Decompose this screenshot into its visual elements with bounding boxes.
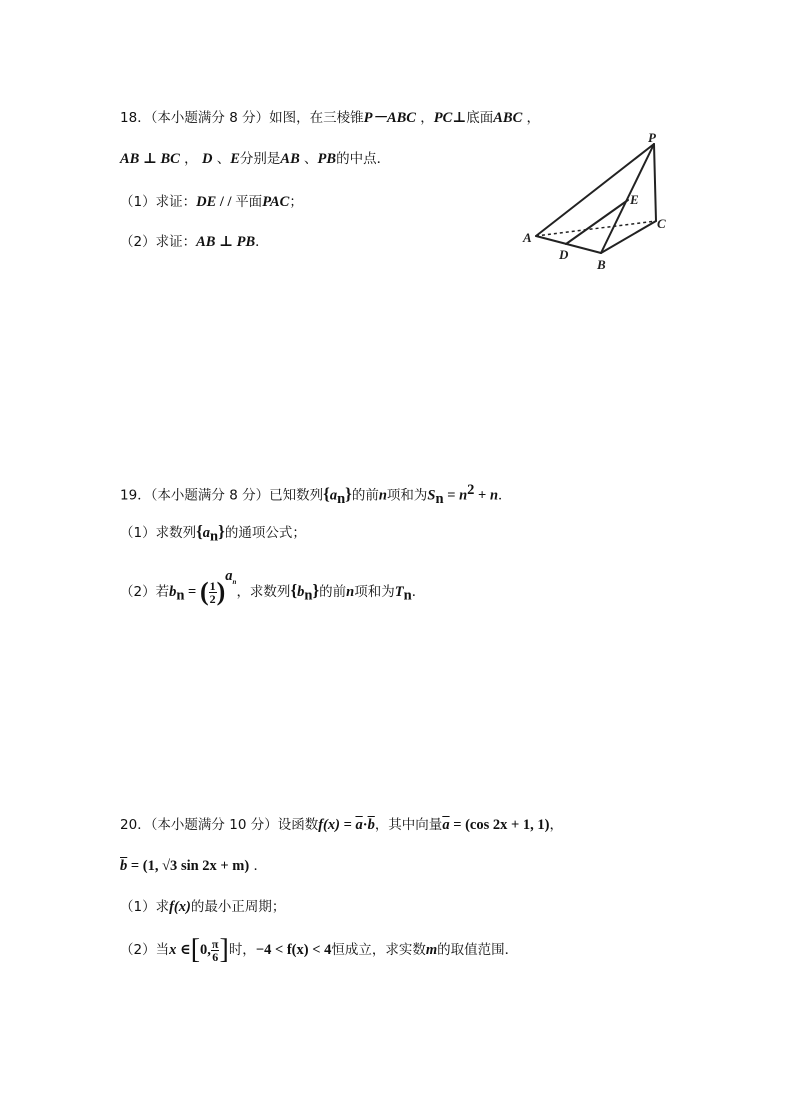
q20-header: ．（本小题满分 10 分）设函数 xyxy=(137,817,319,833)
perp-symbol: ⊥ xyxy=(215,234,237,250)
perp-symbol: ⊥ xyxy=(139,151,161,167)
q19-line-1: 19．（本小题满分 8 分）已知数列$\{a_n\}$的前n项和为$S_n = n^2 + n$． xyxy=(120,482,512,508)
fraction-pi-over-six: $\frac{\pi}{6}$ xyxy=(211,936,219,964)
q19-p2-n: n xyxy=(346,584,355,600)
q18-header: ．（本小题满分 8 分）如图，在三棱锥 xyxy=(137,110,364,126)
q20-fx: f(x) xyxy=(318,817,340,833)
q19-p1-a: a xyxy=(202,525,211,541)
q18-p2-ab: AB xyxy=(196,234,216,250)
q19-p2-end: ． xyxy=(411,584,426,600)
label-e: E xyxy=(630,192,639,207)
q19-s: S xyxy=(427,487,436,504)
q18-pyramid: P－ABC xyxy=(363,110,416,126)
q20-where: ，其中向量 xyxy=(374,817,443,833)
q20-a-end: ， xyxy=(549,817,563,833)
q19-sub-n: n xyxy=(337,491,346,508)
q18-number: 18 xyxy=(120,110,138,126)
q19-p2-sub-n3: n xyxy=(403,587,412,604)
q18-ab2: AB xyxy=(280,151,300,167)
q20-eq: = xyxy=(339,817,356,833)
q20-b-def: = (1, xyxy=(127,858,163,874)
q18-line-2 xyxy=(120,149,390,169)
q18-de: DE xyxy=(196,194,217,210)
vector-b-2: $\overline{b}$ xyxy=(120,858,128,874)
q18-p1-label: （1）求证： xyxy=(120,194,197,210)
q20-p2-when: 时， xyxy=(228,942,256,958)
edge-pc xyxy=(654,144,656,221)
sqrt-three: √3 xyxy=(162,858,178,874)
q20-inequality: −4 < f(x) < 4 xyxy=(255,942,332,958)
q19-p2-b: b xyxy=(297,584,305,600)
edge-ab xyxy=(536,236,601,253)
q19-b: b xyxy=(169,584,177,600)
vector-a-2: $\overline{a}$ xyxy=(442,817,450,833)
q19-p2-label: （2）若 xyxy=(120,584,170,600)
q18-p2-label: （2）求证： xyxy=(120,234,197,250)
q19-end: ． xyxy=(498,487,512,504)
q18-sep2: ， xyxy=(179,151,202,167)
perp-symbol: ⊥ xyxy=(452,110,467,126)
q20-line-1 xyxy=(120,815,563,835)
q20-p1-label: （1）求 xyxy=(120,899,170,915)
q20-p2-end: 的取值范围． xyxy=(437,942,519,958)
q19-p2-mid: ，求数列 xyxy=(236,584,291,600)
q20-p1-tail: 的最小正周期； xyxy=(190,899,286,915)
q18-sep: ， xyxy=(415,110,434,126)
q18-part-2 xyxy=(120,232,269,252)
vector-b: $\overline{b}$ xyxy=(367,817,375,833)
q19-n: n xyxy=(378,487,387,504)
q19-n4: n xyxy=(489,487,499,504)
q20-p1-fx: f(x) xyxy=(169,899,191,915)
q18-pac: PAC xyxy=(262,194,290,210)
q18-pb: PB xyxy=(317,151,337,167)
q19-p1-tail: 的通项公式； xyxy=(224,525,306,541)
q20-part-1 xyxy=(120,897,285,917)
q19-header: ．（本小题满分 8 分）已知数列 xyxy=(137,487,324,504)
q20-b-end: ． xyxy=(249,858,268,874)
q18-fen: 分别是 xyxy=(239,151,281,167)
q18-bc: BC xyxy=(160,151,180,167)
q18-dun: 、 xyxy=(212,151,231,167)
q20-dot: · xyxy=(362,817,368,833)
q19-t: T xyxy=(394,584,404,600)
q20-p2-label: （2）当 xyxy=(120,942,170,958)
q20-b-def2: sin 2x + m) xyxy=(177,858,250,874)
q19-exp-a: a xyxy=(225,568,233,584)
q18-p2-end: ． xyxy=(255,234,269,250)
q20-number: 20 xyxy=(120,817,138,833)
q20-part-2: （2）当x ∈[0, $\frac{\pi}{6}$ ]时，−4 < f(x) < 4恒成立，求实数m的取值范围． xyxy=(120,934,519,965)
q20-interval-low: 0, xyxy=(200,942,211,958)
q19-eq: = xyxy=(443,487,460,504)
q19-sub-n2: n xyxy=(435,491,444,508)
label-b: B xyxy=(597,257,606,272)
q18-midpoint-text: 的中点． xyxy=(336,151,391,167)
q18-p2-pb: PB xyxy=(236,234,256,250)
q19-a: a xyxy=(329,487,338,504)
label-a: A xyxy=(523,230,532,245)
q18-p1-end: ； xyxy=(289,194,303,210)
q19-p2-sub-n2: n xyxy=(304,587,313,604)
q20-x-in: x ∈ xyxy=(169,942,191,958)
q18-dun2: 、 xyxy=(299,151,318,167)
q19-p2-qian: 的前 xyxy=(319,584,347,600)
q18-d: D xyxy=(201,151,213,167)
q20-a-def: = (cos 2x + 1, 1) xyxy=(449,817,550,833)
q19-part-1: （1）求数列$\{a_n\}$的通项公式； xyxy=(120,522,306,545)
q18-part-1 xyxy=(120,192,303,212)
q18-abc: ABC xyxy=(493,110,523,126)
q19-number: 19 xyxy=(120,487,138,504)
q19-p2-xiang: 项和为 xyxy=(354,584,395,600)
label-d: D xyxy=(559,247,569,262)
q18-pc: PC xyxy=(433,110,453,126)
q19-sup-2: 2 xyxy=(467,482,475,498)
q18-line-1 xyxy=(120,108,540,128)
q19-part-2: （2）若$b_n$ = ( $\frac{1}{2}$ )$^{a_n}$，求数列$\{b_n\}$的前n项和为$T_n$． xyxy=(120,568,426,606)
q18-base-text: 底面 xyxy=(466,110,494,126)
q20-p2-hold: 恒成立，求实数 xyxy=(331,942,426,958)
q19-exp-n: n xyxy=(232,577,237,586)
pyramid-figure xyxy=(514,128,684,278)
label-p: P xyxy=(648,130,656,145)
q19-p1-sub-n: n xyxy=(210,528,219,545)
vector-a: $\overline{a}$ xyxy=(355,817,363,833)
q18-ab: AB xyxy=(120,151,140,167)
label-c: C xyxy=(657,216,666,231)
q19-p1-label: （1）求数列 xyxy=(120,525,197,541)
q20-m: m xyxy=(425,942,438,958)
q19-p2-sub-n: n xyxy=(176,587,185,604)
q19-n3: n xyxy=(459,487,468,504)
q18-tail: ， xyxy=(522,110,541,126)
q18-plane: 平面 xyxy=(235,194,263,210)
fraction-one-half: $\frac{1}{2}$ xyxy=(209,578,216,606)
q20-line-2 xyxy=(120,856,267,876)
q18-e: E xyxy=(230,151,240,167)
q19-qian: 的前 xyxy=(351,487,379,504)
q19-xiang: 项和为 xyxy=(386,487,428,504)
q19-plus: + xyxy=(474,487,490,504)
parallel-symbol: / / xyxy=(216,194,236,210)
